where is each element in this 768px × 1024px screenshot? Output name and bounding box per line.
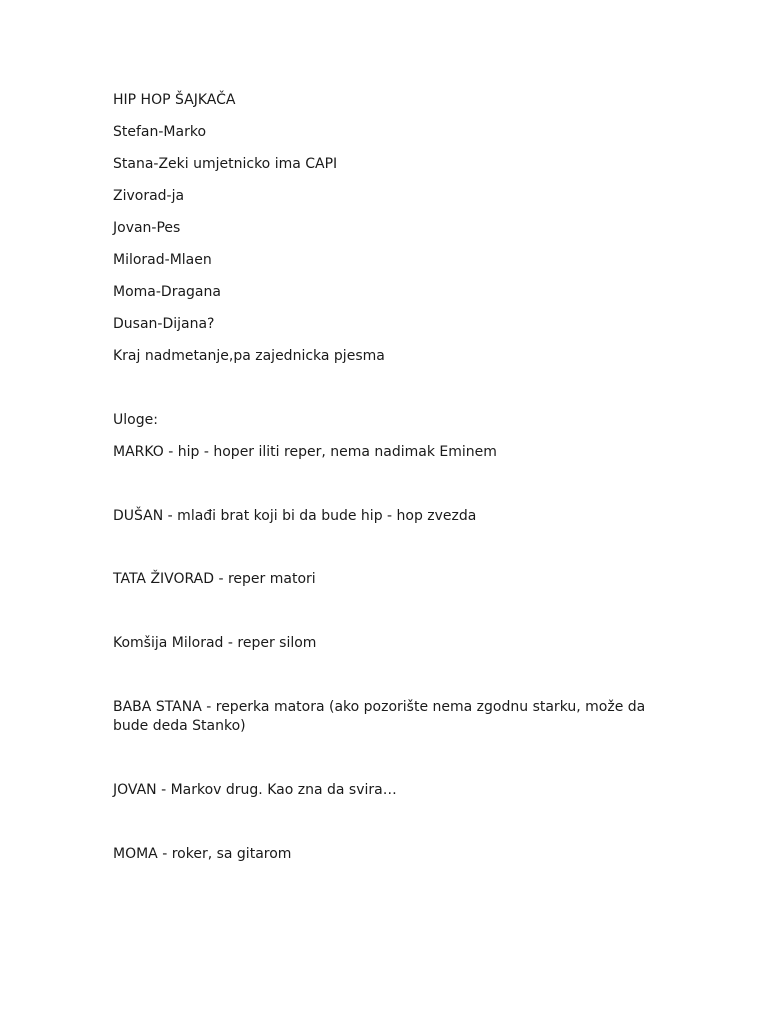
role-entry: Komšija Milorad - reper silom bbox=[113, 635, 317, 651]
pairing-line: Milorad-Mlaen bbox=[113, 252, 212, 268]
document-title: HIP HOP ŠAJKAČA bbox=[113, 92, 236, 108]
role-entry: MOMA - roker, sa gitarom bbox=[113, 846, 292, 862]
role-entry: BABA STANA - reperka matora (ako pozorište nema zgodnu starku, može da bude deda Stanko) bbox=[113, 699, 646, 734]
ending-note: Kraj nadmetanje,pa zajednicka pjesma bbox=[113, 348, 385, 364]
pairing-line: Jovan-Pes bbox=[113, 220, 181, 236]
role-entry: MARKO - hip - hoper iliti reper, nema nadimak Eminem bbox=[113, 444, 497, 460]
pairing-line: Stana-Zeki umjetnicko ima CAPI bbox=[113, 156, 338, 172]
pairing-line: Zivorad-ja bbox=[113, 188, 185, 204]
role-entry: JOVAN - Markov drug. Kao zna da svira… bbox=[113, 782, 397, 798]
pairing-line: Stefan-Marko bbox=[113, 124, 207, 140]
role-entry: DUŠAN - mlađi brat koji bi da bude hip - hop zvezda bbox=[113, 508, 477, 524]
roles-heading: Uloge: bbox=[113, 412, 158, 428]
pairing-line: Dusan-Dijana? bbox=[113, 316, 215, 332]
pairing-line: Moma-Dragana bbox=[113, 284, 221, 300]
role-entry: TATA ŽIVORAD - reper matori bbox=[113, 571, 316, 587]
